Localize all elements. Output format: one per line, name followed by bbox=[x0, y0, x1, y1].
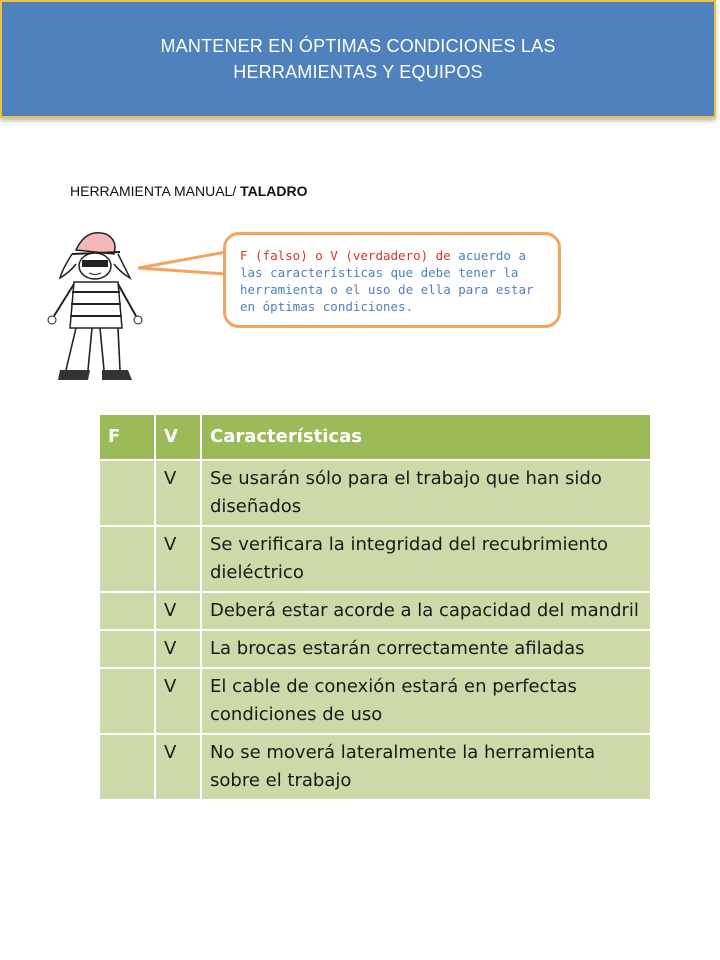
table-row bbox=[99, 526, 651, 592]
cell-v[interactable]: V bbox=[155, 460, 201, 526]
header-banner bbox=[0, 0, 716, 118]
cell-v[interactable]: V bbox=[155, 526, 201, 592]
cell-f[interactable] bbox=[99, 460, 155, 526]
bubble-text: acuerdo a las características que debe tener la herramienta o el uso de ella para estar en óptimas condiciones. bbox=[240, 248, 534, 314]
speech-bubble-tail bbox=[138, 248, 230, 278]
cell-f[interactable] bbox=[99, 526, 155, 592]
cell-characteristic: Se usarán sólo para el trabajo que han sido diseñados bbox=[201, 460, 651, 526]
subtitle-tool: TALADRO bbox=[240, 183, 308, 199]
speech-bubble bbox=[223, 232, 561, 328]
cell-v[interactable]: V bbox=[155, 630, 201, 668]
subtitle-prefix: HERRAMIENTA MANUAL/ bbox=[70, 183, 241, 199]
table-row bbox=[99, 592, 651, 630]
cell-characteristic: No se moverá lateralmente la herramienta sobre el trabajo bbox=[201, 734, 651, 800]
tool-subtitle bbox=[70, 183, 308, 199]
cell-characteristic: La brocas estarán correctamente afiladas bbox=[201, 630, 651, 668]
cell-v[interactable]: V bbox=[155, 668, 201, 734]
cell-characteristic: Deberá estar acorde a la capacidad del mandril bbox=[201, 592, 651, 630]
cell-f[interactable] bbox=[99, 630, 155, 668]
cell-v[interactable]: V bbox=[155, 734, 201, 800]
cell-characteristic: Se verificara la integridad del recubrimiento dieléctrico bbox=[201, 526, 651, 592]
table-row bbox=[99, 460, 651, 526]
cell-f[interactable] bbox=[99, 734, 155, 800]
title-line-2: HERRAMIENTAS Y EQUIPOS bbox=[233, 62, 483, 82]
table-row bbox=[99, 668, 651, 734]
column-header-v: V bbox=[155, 414, 201, 460]
cell-v[interactable]: V bbox=[155, 592, 201, 630]
table-row bbox=[99, 630, 651, 668]
worker-cartoon-icon bbox=[36, 220, 146, 390]
characteristics-table bbox=[98, 413, 652, 801]
column-header-f: F bbox=[99, 414, 155, 460]
cell-f[interactable] bbox=[99, 668, 155, 734]
cell-f[interactable] bbox=[99, 592, 155, 630]
cell-characteristic: El cable de conexión estará en perfectas condiciones de uso bbox=[201, 668, 651, 734]
table-header-row bbox=[99, 414, 651, 460]
title-line-1: MANTENER EN ÓPTIMAS CONDICIONES LAS bbox=[160, 36, 556, 56]
bubble-text-red: F (falso) o V (verdadero) de bbox=[240, 248, 451, 263]
page-title bbox=[118, 33, 598, 85]
table-row bbox=[99, 734, 651, 800]
column-header-caracteristicas: Características bbox=[201, 414, 651, 460]
